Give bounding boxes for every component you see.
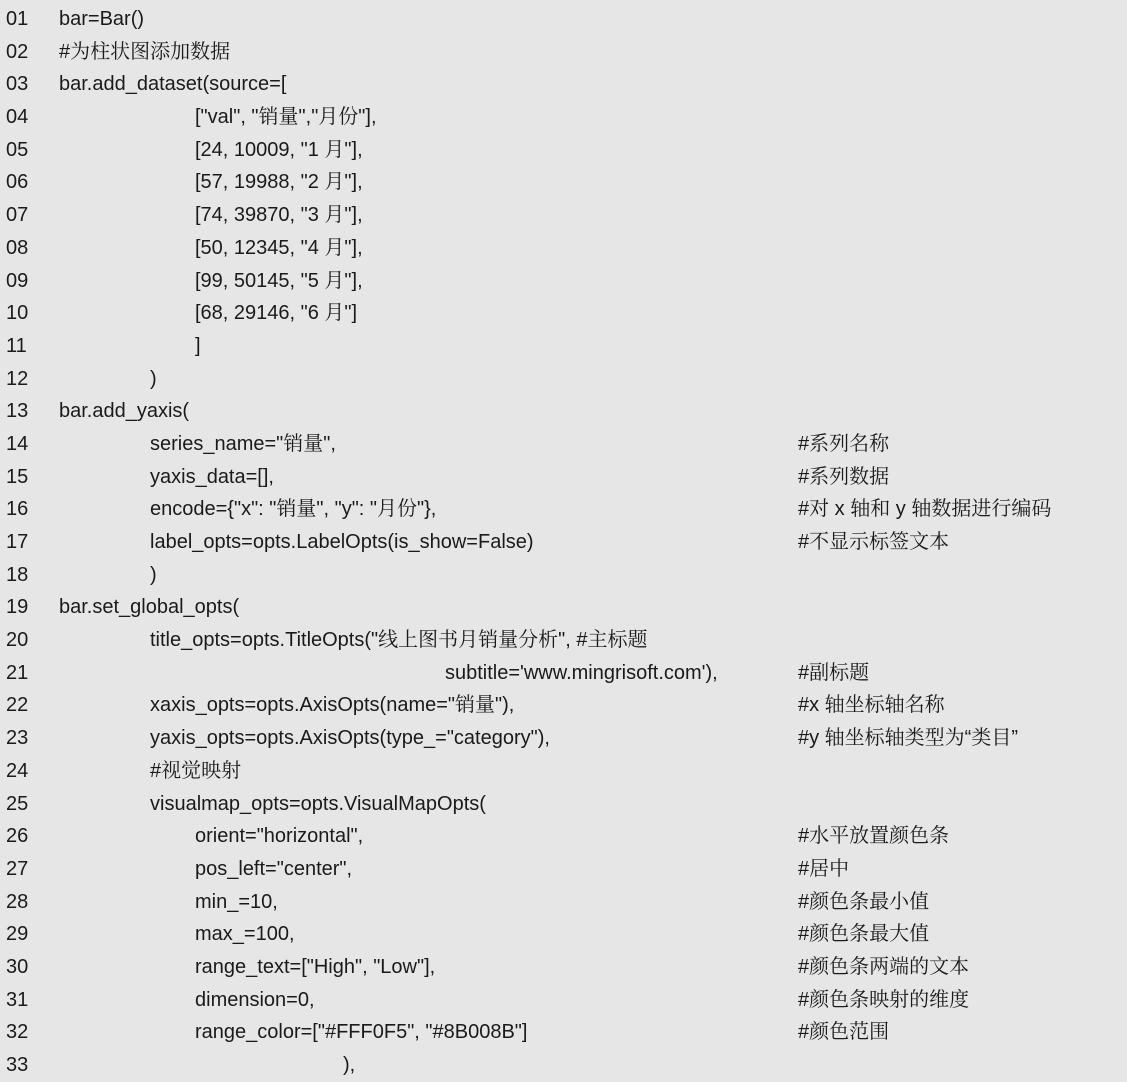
line-number: 33	[6, 1054, 29, 1076]
line-number: 30	[6, 955, 29, 978]
line-number: 13	[6, 400, 29, 423]
line-number: 02	[6, 40, 29, 63]
line-number: 31	[6, 988, 29, 1011]
code-line	[0, 526, 1127, 559]
line-number: 04	[6, 106, 29, 129]
code-line	[0, 330, 1127, 363]
line-number: 15	[6, 465, 29, 488]
code-text: subtitle='www.mingrisoft.com'),	[445, 661, 718, 684]
code-text: [50, 12345, "4 月"],	[195, 236, 363, 259]
code-comment: #系列名称	[798, 432, 890, 455]
code-comment: #颜色条最小值	[798, 890, 930, 913]
line-number: 24	[6, 759, 29, 782]
code-text: range_color=["#FFF0F5", "#8B008B"]	[195, 1021, 528, 1044]
code-text: bar.add_yaxis(	[59, 400, 190, 423]
code-comment: #颜色条映射的维度	[798, 988, 970, 1011]
line-number: 23	[6, 727, 29, 750]
code-text: [68, 29146, "6 月"]	[195, 302, 358, 325]
code-line	[0, 395, 1127, 428]
code-text: ]	[195, 334, 201, 357]
code-comment: #副标题	[798, 661, 870, 684]
code-text: series_name="销量",	[150, 432, 336, 455]
line-number: 26	[6, 825, 29, 848]
code-line	[0, 853, 1127, 886]
line-number: 08	[6, 236, 29, 259]
code-text: #为柱状图添加数据	[59, 40, 231, 63]
code-comment: #水平放置颜色条	[798, 825, 950, 848]
line-number: 19	[6, 596, 29, 619]
line-number: 10	[6, 302, 29, 325]
code-line	[0, 984, 1127, 1017]
code-comment: #系列数据	[798, 465, 890, 488]
code-line	[0, 886, 1127, 919]
code-text: dimension=0,	[195, 988, 315, 1011]
line-number: 17	[6, 531, 29, 553]
code-text: yaxis_data=[],	[150, 465, 274, 488]
code-text: [57, 19988, "2 月"],	[195, 171, 363, 194]
code-line	[0, 101, 1127, 134]
code-text: visualmap_opts=opts.VisualMapOpts(	[150, 792, 486, 815]
code-comment: #颜色范围	[798, 1021, 890, 1044]
code-text: ["val", "销量","月份"],	[195, 106, 377, 129]
line-number: 22	[6, 694, 29, 717]
code-line	[0, 820, 1127, 853]
code-line	[0, 232, 1127, 265]
code-text: title_opts=opts.TitleOpts("线上图书月销量分析", #主标题	[150, 629, 648, 652]
code-line	[0, 788, 1127, 821]
code-line	[0, 297, 1127, 330]
code-text: label_opts=opts.LabelOpts(is_show=False)	[150, 531, 534, 553]
code-comment: #对 x 轴和 y 轴数据进行编码	[798, 498, 1052, 521]
code-text: encode={"x": "销量", "y": "月份"},	[150, 498, 437, 521]
code-text: range_text=["High", "Low"],	[195, 955, 436, 978]
code-comment: #不显示标签文本	[798, 531, 950, 553]
code-line	[0, 363, 1127, 396]
code-line	[0, 689, 1127, 722]
code-text: orient="horizontal",	[195, 825, 364, 848]
code-text: ),	[343, 1054, 356, 1076]
code-text: pos_left="center",	[195, 857, 353, 880]
code-text: )	[150, 367, 157, 390]
code-text: [24, 10009, "1 月"],	[195, 138, 363, 161]
line-number: 09	[6, 269, 29, 292]
line-number: 25	[6, 792, 29, 815]
code-text: min_=10,	[195, 890, 278, 913]
code-line	[0, 1016, 1127, 1049]
code-line	[0, 755, 1127, 788]
line-number: 20	[6, 629, 29, 652]
line-number: 14	[6, 432, 29, 455]
code-text: xaxis_opts=opts.AxisOpts(name="销量"),	[150, 694, 515, 717]
code-line	[0, 36, 1127, 69]
code-line	[0, 559, 1127, 592]
code-line	[0, 722, 1127, 755]
code-line	[0, 1049, 1127, 1082]
code-line	[0, 265, 1127, 298]
code-text: bar.add_dataset(source=[	[59, 73, 287, 96]
code-text: #视觉映射	[150, 759, 242, 782]
code-line	[0, 428, 1127, 461]
line-number: 18	[6, 563, 29, 586]
line-number: 21	[6, 661, 29, 684]
code-comment: #颜色条两端的文本	[798, 955, 970, 978]
code-line	[0, 951, 1127, 984]
code-line	[0, 493, 1127, 526]
code-comment: #居中	[798, 857, 850, 880]
line-number: 29	[6, 923, 29, 946]
code-text: bar.set_global_opts(	[59, 596, 240, 619]
line-number: 27	[6, 857, 29, 880]
line-number: 16	[6, 498, 29, 521]
line-number: 28	[6, 890, 29, 913]
code-comment: #y 轴坐标轴类型为“类目”	[798, 727, 1018, 750]
line-number: 12	[6, 367, 29, 390]
code-text: bar=Bar()	[59, 8, 145, 30]
code-text: max_=100,	[195, 923, 295, 946]
line-number: 05	[6, 138, 29, 161]
code-text: yaxis_opts=opts.AxisOpts(type_="category"),	[150, 727, 550, 750]
code-line	[0, 591, 1127, 624]
line-number: 06	[6, 171, 29, 194]
code-text: )	[150, 563, 157, 586]
code-line	[0, 166, 1127, 199]
code-line	[0, 461, 1127, 494]
line-number: 07	[6, 204, 29, 227]
code-text: [74, 39870, "3 月"],	[195, 204, 363, 227]
code-line	[0, 657, 1127, 690]
code-line	[0, 199, 1127, 232]
code-line	[0, 134, 1127, 167]
line-number: 03	[6, 73, 29, 96]
code-line	[0, 918, 1127, 951]
code-line	[0, 3, 1127, 36]
code-line	[0, 624, 1127, 657]
line-number: 01	[6, 8, 29, 30]
code-text: [99, 50145, "5 月"],	[195, 269, 363, 292]
line-number: 32	[6, 1021, 29, 1044]
code-line	[0, 68, 1127, 101]
line-number: 11	[6, 334, 27, 357]
code-comment: #颜色条最大值	[798, 923, 930, 946]
code-comment: #x 轴坐标轴名称	[798, 694, 945, 717]
